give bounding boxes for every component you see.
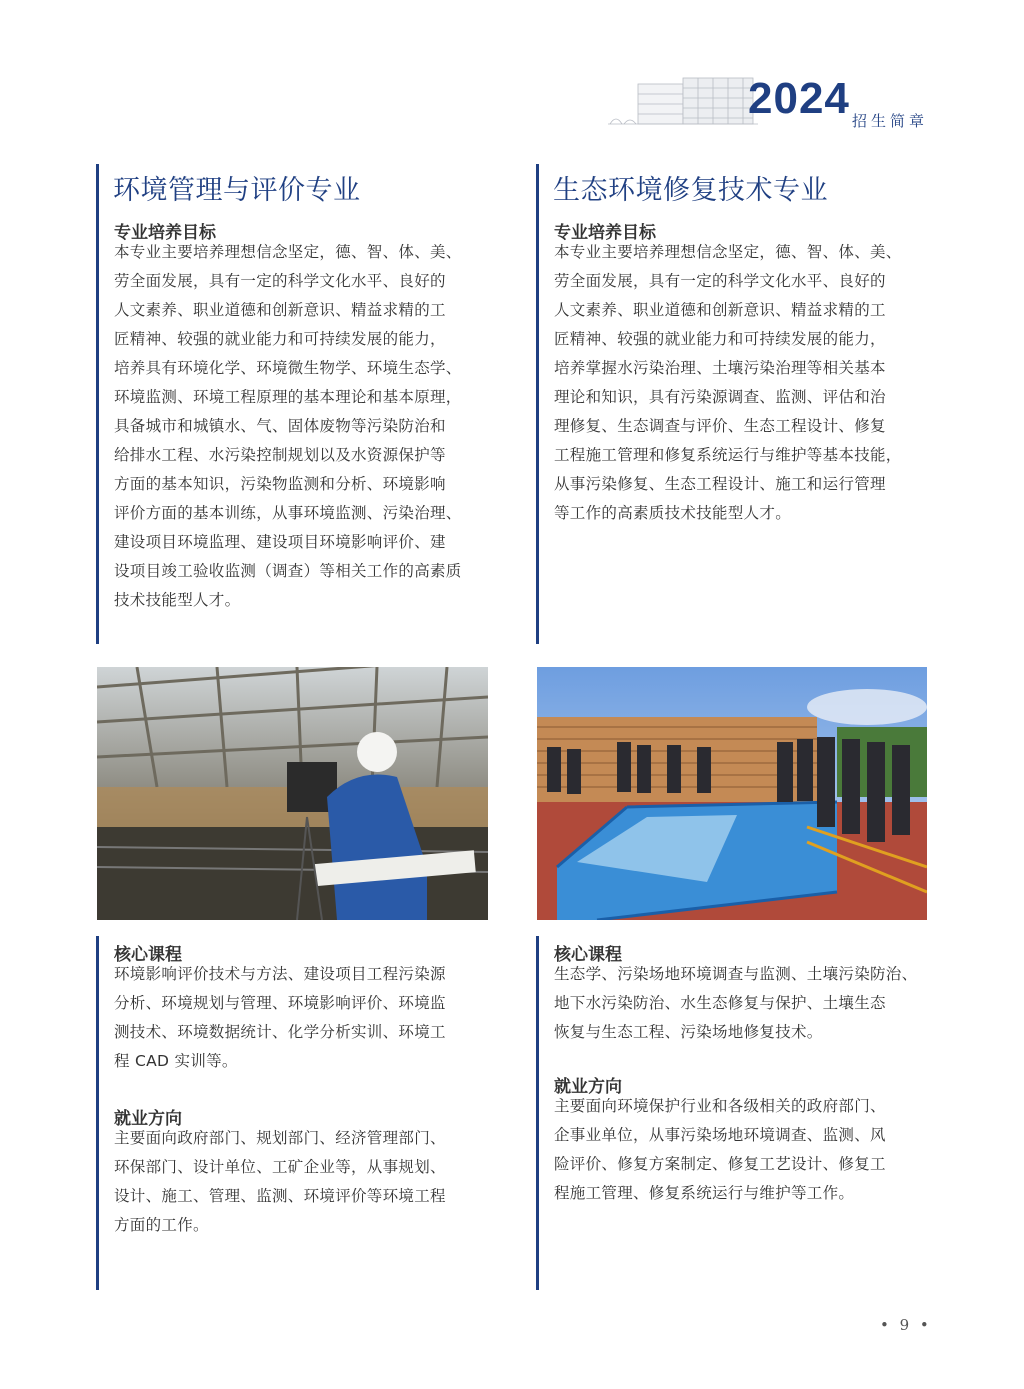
right-course-heading: 核心课程 [554, 945, 622, 965]
text-line: 环保部门、设计单位、工矿企业等，从事规划、 [114, 1158, 446, 1176]
text-line: 匠精神、较强的就业能力和可持续发展的能力， [554, 330, 886, 348]
text-line: 本专业主要培养理想信念坚定，德、智、体、美、 [114, 243, 462, 261]
right-major-title: 生态环境修复技术专业 [553, 175, 828, 206]
text-line: 人文素养、职业道德和创新意识、精益求精的工 [114, 301, 446, 319]
text-line: 生态学、污染场地环境调查与监测、土壤污染防治、 [554, 965, 918, 983]
text-line: 从事污染修复、生态工程设计、施工和运行管理 [554, 475, 886, 493]
left-job-heading: 就业方向 [114, 1109, 182, 1129]
text-line: 测技术、环境数据统计、化学分析实训、环境工 [114, 1023, 446, 1041]
text-line: 理修复、生态调查与评价、生态工程设计、修复 [554, 417, 886, 435]
text-line: 建设项目环境监理、建设项目环境影响评价、建 [114, 533, 446, 551]
left-course-heading: 核心课程 [114, 945, 182, 965]
text-line: 方面的工作。 [114, 1216, 209, 1234]
right-goal-heading: 专业培养目标 [554, 223, 656, 243]
text-line: 险评价、修复方案制定、修复工艺设计、修复工 [554, 1155, 886, 1173]
text-line: 人文素养、职业道德和创新意识、精益求精的工 [554, 301, 886, 319]
page-number: • 9 • [880, 1316, 932, 1334]
text-line: 环境监测、环境工程原理的基本理论和基本原理， [114, 388, 462, 406]
left-major-title: 环境管理与评价专业 [113, 175, 361, 206]
text-line: 程施工管理、修复系统运行与维护等工作。 [554, 1184, 855, 1202]
text-line: 主要面向政府部门、规划部门、经济管理部门、 [114, 1129, 446, 1147]
right-goal-text [554, 238, 944, 528]
text-line: 具备城市和城镇水、气、固体废物等污染防治和 [114, 417, 446, 435]
right-bottom-divider [536, 936, 539, 1290]
text-line: 地下水污染防治、水生态修复与保护、土壤生态 [554, 994, 886, 1012]
text-line: 环境影响评价技术与方法、建设项目工程污染源 [114, 965, 446, 983]
text-line: 培养具有环境化学、环境微生物学、环境生态学、 [114, 359, 462, 377]
text-line: 恢复与生态工程、污染场地修复技术。 [554, 1023, 823, 1041]
left-job-text [114, 1124, 504, 1240]
text-line: 给排水工程、水污染控制规划以及水资源保护等 [114, 446, 446, 464]
right-job-text [554, 1092, 944, 1208]
right-top-divider [536, 164, 539, 644]
left-bottom-divider [96, 936, 99, 1290]
text-line: 本专业主要培养理想信念坚定，德、智、体、美、 [554, 243, 902, 261]
text-line: 设计、施工、管理、监测、环境评价等环境工程 [114, 1187, 446, 1205]
right-course-text [554, 960, 944, 1047]
text-line: 企事业单位，从事污染场地环境调查、监测、风 [554, 1126, 886, 1144]
text-line: 主要面向环境保护行业和各级相关的政府部门、 [554, 1097, 886, 1115]
text-line: 劳全面发展，具有一定的科学文化水平、良好的 [114, 272, 446, 290]
text-line: 匠精神、较强的就业能力和可持续发展的能力， [114, 330, 446, 348]
left-goal-heading: 专业培养目标 [114, 223, 216, 243]
text-line: 分析、环境规划与管理、环境影响评价、环境监 [114, 994, 446, 1012]
text-line: 等工作的高素质技术技能型人才。 [554, 504, 792, 522]
left-goal-text [114, 238, 504, 615]
right-job-heading: 就业方向 [554, 1077, 622, 1097]
text-line: 设项目竣工验收监测（调查）等相关工作的高素质 [114, 562, 462, 580]
left-top-divider [96, 164, 99, 644]
text-line: 培养掌握水污染治理、土壤污染治理等相关基本 [554, 359, 886, 377]
building-sketch-icon [608, 74, 758, 130]
left-course-text [114, 960, 504, 1076]
text-line: 评价方面的基本训练，从事环境监测、污染治理、 [114, 504, 462, 522]
lab-worker-photo [97, 667, 488, 920]
text-line: 程 CAD 实训等。 [114, 1052, 238, 1070]
text-line: 方面的基本知识，污染物监测和分析、环境影响 [114, 475, 446, 493]
page-header [600, 68, 940, 136]
text-line: 理论和知识，具有污染源调查、监测、评估和治 [554, 388, 886, 406]
year-label: 2024 [748, 74, 850, 123]
water-treatment-photo [537, 667, 927, 920]
text-line: 技术技能型人才。 [114, 591, 241, 609]
text-line: 劳全面发展，具有一定的科学文化水平、良好的 [554, 272, 886, 290]
text-line: 工程施工管理和修复系统运行与维护等基本技能， [554, 446, 902, 464]
brochure-label: 招生简章 [852, 112, 929, 130]
